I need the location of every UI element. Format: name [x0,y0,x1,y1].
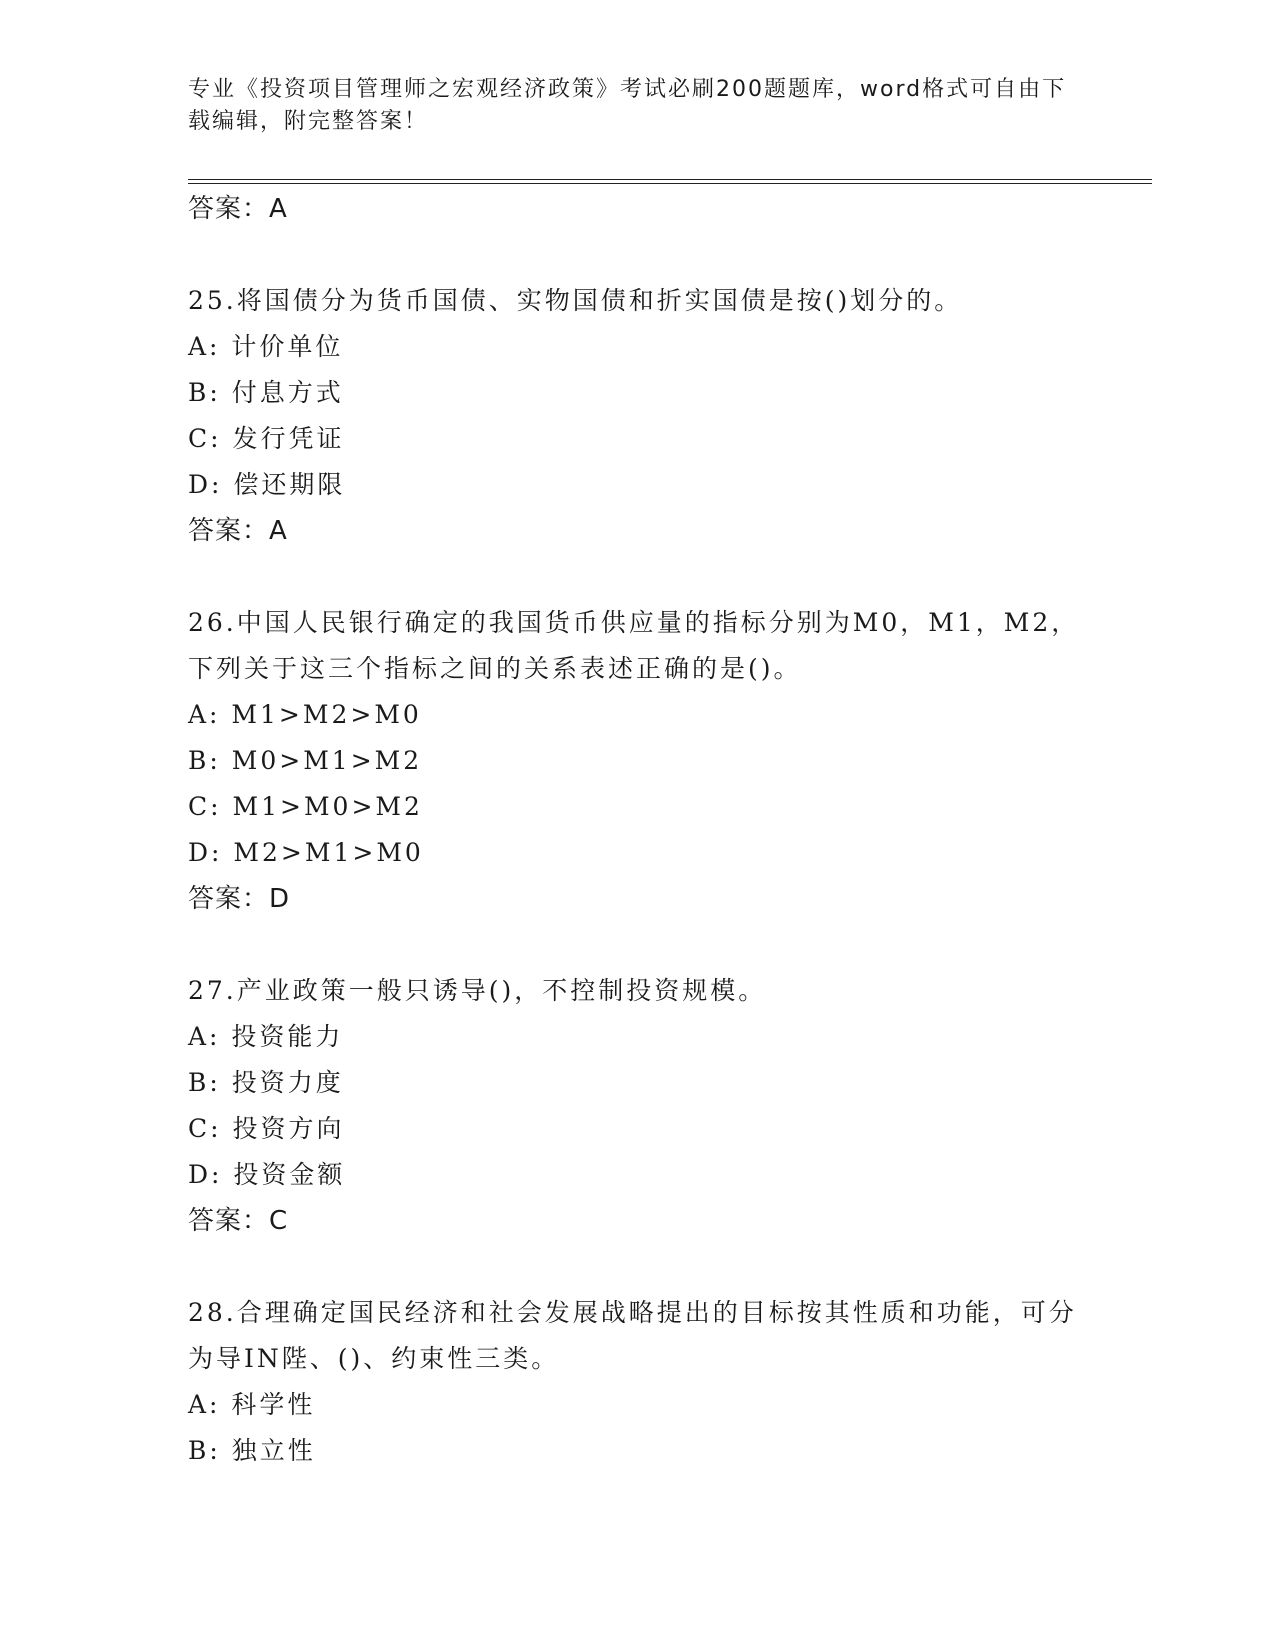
question-text: 25.将国债分为货币国债、实物国债和折实国债是按()划分的。 [188,286,963,315]
option-a: A: 投资能力 [188,1022,344,1051]
question-block [188,968,1088,1244]
question-list [188,186,1088,1474]
header-rule-top [188,179,1152,180]
option-d: D: 偿还期限 [188,470,346,499]
option-c: C: M1>M0>M2 [188,792,423,821]
answer-line: 答案：A [188,516,288,546]
option-d: D: 投资金额 [188,1160,346,1189]
answer-line: 答案：A [188,194,288,224]
option-c: C: 投资方向 [188,1114,345,1143]
document-header: 专业《投资项目管理师之宏观经济政策》考试必刷200题题库，word格式可自由下载编辑，附完整答案！ [188,77,1067,134]
option-b: B: M0>M1>M2 [188,746,423,775]
spacer [188,922,1088,968]
spacer [188,554,1088,600]
option-b: B: 投资力度 [188,1068,344,1097]
option-c: C: 发行凭证 [188,424,345,453]
option-a: A: M1>M2>M0 [188,700,422,729]
option-a: A: 计价单位 [188,332,344,361]
answer-line: 答案：D [188,884,291,914]
question-text: 27.产业政策一般只诱导()，不控制投资规模。 [188,976,767,1005]
question-text: 26.中国人民银行确定的我国货币供应量的指标分别为M0，M1，M2，下列关于这三个指标之间的关系表述正确的是()。 [188,608,1080,683]
spacer [188,232,1088,278]
option-a: A: 科学性 [188,1390,316,1419]
answer-line: 答案：C [188,1206,289,1236]
question-block [188,600,1088,922]
option-b: B: 独立性 [188,1436,316,1465]
question-block [188,278,1088,554]
option-b: B: 付息方式 [188,378,344,407]
header-rule-bottom [188,183,1152,184]
question-block [188,1290,1088,1474]
question-text: 28.合理确定国民经济和社会发展战略提出的目标按其性质和功能，可分为导IN陛、()、约束性三类。 [188,1298,1077,1373]
spacer [188,1244,1088,1290]
option-d: D: M2>M1>M0 [188,838,424,867]
